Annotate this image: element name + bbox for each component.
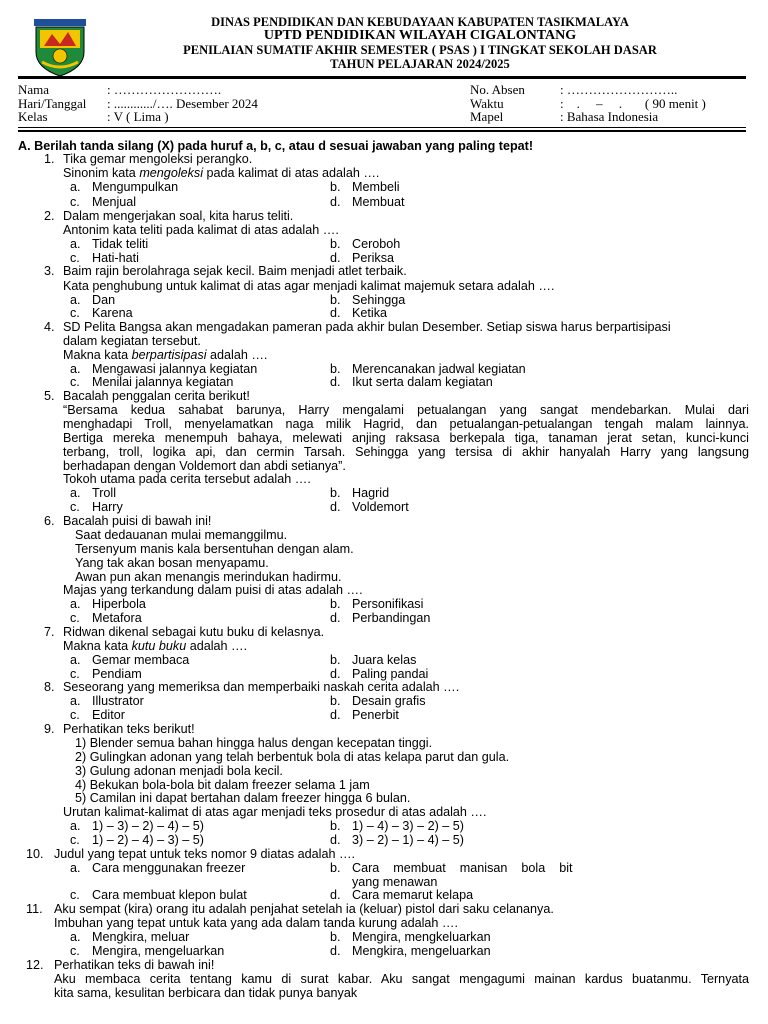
q3-option-a[interactable]: Dan (92, 293, 116, 307)
option-letter: b. (330, 819, 341, 833)
option-letter: b. (330, 597, 341, 611)
option-letter: b. (330, 293, 341, 307)
q9-option-b[interactable]: 1) – 4) – 3) – 2) – 5) (352, 819, 464, 833)
option-letter: a. (70, 597, 81, 611)
q5-option-c[interactable]: Harry (92, 500, 123, 514)
option-letter: a. (70, 819, 81, 833)
q4-option-b[interactable]: Merencanakan jadwal kegiatan (352, 362, 526, 376)
q9-text: Perhatikan teks berikut! (63, 722, 195, 736)
q8-option-a[interactable]: Illustrator (92, 694, 144, 708)
q8-option-b[interactable]: Desain grafis (352, 694, 426, 708)
q3-option-b[interactable]: Sehingga (352, 293, 406, 307)
option-letter: b. (330, 237, 341, 251)
q10-option-d[interactable]: Cara memarut kelapa (352, 888, 474, 902)
q1-number: 1. (44, 152, 55, 166)
q6-poem-line1: Saat dedauanan mulai memanggilmu. (75, 528, 288, 542)
option-letter: d. (330, 195, 341, 209)
q3-question: Kata penghubung untuk kalimat di atas agar menjadi kalimat majemuk setara adalah …. (63, 279, 555, 293)
option-letter: b. (330, 362, 341, 376)
q9-step-4: 4) Bekukan bola-bola bit dalam freezer selama 1 jam (75, 778, 370, 792)
waktu-label: Waktu (470, 96, 504, 111)
q6-option-b[interactable]: Personifikasi (352, 597, 424, 611)
option-letter: b. (330, 861, 341, 875)
hari-field[interactable]: : ............/…. Desember 2024 (107, 96, 258, 111)
option-letter: a. (70, 293, 81, 307)
q11-option-a[interactable]: Mengkira, meluar (92, 930, 190, 944)
q11-number: 11. (26, 902, 43, 916)
header-uptd: UPTD PENDIDIKAN WILAYAH CIGALONTANG (263, 28, 577, 43)
q6-text: Bacalah puisi di bawah ini! (63, 514, 212, 528)
q6-option-d[interactable]: Perbandingan (352, 611, 431, 625)
q1-question: Sinonim kata mengoleksi pada kalimat di atas adalah …. (63, 166, 380, 180)
q5-number: 5. (44, 389, 55, 403)
waktu-field[interactable]: : . – . ( 90 menit ) (560, 96, 706, 111)
nama-label: Nama (18, 82, 50, 97)
q5-passage-line5: berhadapan dengan Voldemort dan abdi setianya”. (63, 459, 346, 473)
kelas-value: : V ( Lima ) (107, 109, 169, 124)
tasikmalaya-regency-emblem-icon (32, 18, 88, 78)
q9-step-2: 2) Gulingkan adonan yang telah berbentuk bola di atas kelapa parut dan gula. (75, 750, 510, 764)
q12-number: 12. (26, 958, 44, 972)
option-letter: d. (330, 611, 341, 625)
q6-option-a[interactable]: Hiperbola (92, 597, 146, 611)
q2-text: Dalam mengerjakan soal, kita harus teliti. (63, 209, 294, 223)
option-letter: c. (70, 944, 80, 958)
q4-option-c[interactable]: Menilai jalannya kegiatan (92, 375, 234, 389)
option-letter: c. (70, 306, 80, 320)
option-letter: c. (70, 611, 80, 625)
q5-passage-line1: “Bersama kedua sahabat barunya, Harry mengalami petualangan yang sangat mendebarkan. Mulai dari (63, 403, 749, 417)
q3-text: Baim rajin berolahraga sejak kecil. Baim menjadi atlet terbaik. (63, 264, 407, 278)
q7-text: Ridwan dikenal sebagai kutu buku di kelasnya. (63, 625, 325, 639)
mapel-value: : Bahasa Indonesia (560, 109, 659, 124)
q12-passage-line2: kita sama, kesulitan berbicara dan tidak punya banyak (54, 986, 358, 1000)
absen-label: No. Absen (470, 82, 525, 97)
option-letter: d. (330, 708, 341, 722)
q2-question: Antonim kata teliti pada kalimat di atas adalah …. (63, 223, 339, 237)
q7-option-b[interactable]: Juara kelas (352, 653, 417, 667)
q5-option-b[interactable]: Hagrid (352, 486, 390, 500)
option-letter: d. (330, 375, 341, 389)
option-letter: c. (70, 708, 80, 722)
q3-option-d[interactable]: Ketika (352, 306, 388, 320)
q9-number: 9. (44, 722, 55, 736)
option-letter: c. (70, 888, 80, 902)
option-letter: d. (330, 944, 341, 958)
q4-option-d[interactable]: Ikut serta dalam kegiatan (352, 375, 493, 389)
header-exam-title: PENILAIAN SUMATIF AKHIR SEMESTER ( PSAS ) I TINGKAT SEKOLAH DASAR (183, 43, 657, 57)
q2-option-b[interactable]: Ceroboh (352, 237, 401, 251)
q6-poem-line3: Yang tak akan bosan menyapamu. (75, 556, 269, 570)
q10-number: 10. (26, 847, 44, 861)
header-divider (18, 76, 746, 79)
q5-option-d[interactable]: Voldemort (352, 500, 409, 514)
option-letter: d. (330, 306, 341, 320)
q6-number: 6. (44, 514, 55, 528)
q1-text: Tika gemar mengoleksi perangko. (63, 152, 253, 166)
option-letter: a. (70, 237, 81, 251)
q7-question: Makna kata kutu buku adalah …. (63, 639, 248, 653)
option-letter: b. (330, 930, 341, 944)
option-letter: a. (70, 861, 81, 875)
option-letter: d. (330, 888, 341, 902)
q9-option-a[interactable]: 1) – 3) – 2) – 4) – 5) (92, 819, 204, 833)
absen-field[interactable]: : …………………….. (560, 82, 678, 97)
q11-option-b[interactable]: Mengira, mengkeluarkan (352, 930, 491, 944)
option-letter: c. (70, 500, 80, 514)
q7-option-d[interactable]: Paling pandai (352, 667, 429, 681)
identity-divider-thick (18, 130, 746, 132)
option-letter: c. (70, 251, 80, 265)
q4-text-line1: SD Pelita Bangsa akan mengadakan pameran pada akhir bulan Desember. Setiap siswa harus berpartisipasi (63, 320, 671, 334)
q11-option-c[interactable]: Mengira, mengeluarkan (92, 944, 225, 958)
q4-text-line2: dalam kegiatan tersebut. (63, 334, 201, 348)
q5-option-a[interactable]: Troll (92, 486, 117, 500)
q7-option-c[interactable]: Pendiam (92, 667, 142, 681)
identity-divider-thin (18, 127, 746, 128)
q4-question: Makna kata berpartisipasi adalah …. (63, 348, 268, 362)
q9-step-1: 1) Blender semua bahan hingga halus dengan kecepatan tinggi. (75, 736, 433, 750)
hari-label: Hari/Tanggal (18, 96, 87, 111)
q7-number: 7. (44, 625, 55, 639)
q2-option-d[interactable]: Periksa (352, 251, 394, 265)
q5-passage-line3: Bertiga mereka menempuh bahaya, melewati anjing raksasa berkepala tiga, tanaman jerat setan, kunci-kunci (63, 431, 749, 445)
q8-text: Seseorang yang memeriksa dan memperbaiki naskah cerita adalah …. (63, 680, 460, 694)
q1-option-b[interactable]: Membeli (352, 180, 400, 194)
option-letter: b. (330, 486, 341, 500)
option-letter: c. (70, 195, 80, 209)
q2-number: 2. (44, 209, 55, 223)
nama-field[interactable]: : ……………………. (107, 82, 222, 97)
q9-option-c[interactable]: 1) – 2) – 4) – 3) – 5) (92, 833, 204, 847)
q5-text: Bacalah penggalan cerita berikut! (63, 389, 250, 403)
q12-passage-line1: Aku membaca cerita tentang kamu di surat kabar. Aku sangat mengagumi mainan kardus buatanmu. Ternyata (54, 972, 749, 986)
q5-question: Tokoh utama pada cerita tersebut adalah …. (63, 472, 311, 486)
q9-step-3: 3) Gulung adonan menjadi bola kecil. (75, 764, 283, 778)
option-letter: b. (330, 180, 341, 194)
option-letter: d. (330, 667, 341, 681)
option-letter: c. (70, 833, 80, 847)
q6-poem-line4: Awan pun akan menangis merindukan hadirmu. (75, 570, 342, 584)
kelas-label: Kelas (18, 109, 48, 124)
option-letter: a. (70, 486, 81, 500)
header-agency: DINAS PENDIDIKAN DAN KEBUDAYAAN KABUPATEN TASIKMALAYA (211, 15, 629, 29)
q10-option-a[interactable]: Cara menggunakan freezer (92, 861, 246, 875)
q2-option-c[interactable]: Hati-hati (92, 251, 139, 265)
q1-option-c[interactable]: Menjual (92, 195, 137, 209)
option-letter: d. (330, 500, 341, 514)
option-letter: a. (70, 694, 81, 708)
option-letter: d. (330, 833, 341, 847)
q7-option-a[interactable]: Gemar membaca (92, 653, 190, 667)
section-a-instruction: A. Berilah tanda silang (X) pada huruf a, b, c, atau d sesuai jawaban yang paling tepat! (18, 139, 534, 153)
q11-option-d[interactable]: Mengkira, mengeluarkan (352, 944, 491, 958)
q5-passage-line2: menghadapi Troll, menyelamatkan naga milik Hagrid, dan petualangan-petualangan tengah malam lainnya. (63, 417, 749, 431)
option-letter: b. (330, 653, 341, 667)
q6-poem-line2: Tersenyum manis kala bersentuhan dengan alam. (75, 542, 354, 556)
q6-question: Majas yang terkandung dalam puisi di atas adalah …. (63, 583, 363, 597)
q10-option-c[interactable]: Cara membuat klepon bulat (92, 888, 247, 902)
q3-number: 3. (44, 264, 55, 278)
header-year: TAHUN PELAJARAN 2024/2025 (330, 57, 510, 71)
q8-option-d[interactable]: Penerbit (352, 708, 399, 722)
q10-option-b-line2[interactable]: yang menawan (352, 875, 438, 889)
q9-question: Urutan kalimat-kalimat di atas agar menjadi teks prosedur di atas adalah …. (63, 805, 487, 819)
q3-option-c[interactable]: Karena (92, 306, 133, 320)
option-letter: b. (330, 694, 341, 708)
q10-text: Judul yang tepat untuk teks nomor 9 diatas adalah …. (54, 847, 356, 861)
q11-text: Aku sempat (kira) orang itu adalah penjahat setelah ia (keluar) pistol dari saku celananya. (54, 902, 554, 916)
q6-option-c[interactable]: Metafora (92, 611, 142, 625)
option-letter: a. (70, 180, 81, 194)
q1-option-a[interactable]: Mengumpulkan (92, 180, 179, 194)
q11-question: Imbuhan yang tepat untuk kata yang ada dalam tanda kurung adalah …. (54, 916, 458, 930)
q5-passage-line4: terbang, troll, logika api, dan cermin Tarsah. Sehingga yang tersisa di akhir hanyalah Harry yang langsung (63, 445, 749, 459)
q9-step-5: 5) Camilan ini dapat bertahan dalam freezer hingga 6 bulan. (75, 791, 411, 805)
q2-option-a[interactable]: Tidak teliti (92, 237, 149, 251)
q1-option-d[interactable]: Membuat (352, 195, 405, 209)
q10-option-b-line1[interactable]: Cara membuat manisan bola bit (352, 861, 573, 875)
q4-number: 4. (44, 320, 55, 334)
option-letter: a. (70, 653, 81, 667)
option-letter: a. (70, 362, 81, 376)
mapel-label: Mapel (470, 109, 504, 124)
option-letter: d. (330, 251, 341, 265)
q12-text: Perhatikan teks di bawah ini! (54, 958, 215, 972)
q9-option-d[interactable]: 3) – 2) – 1) – 4) – 5) (352, 833, 464, 847)
option-letter: c. (70, 667, 80, 681)
q8-option-c[interactable]: Editor (92, 708, 125, 722)
option-letter: a. (70, 930, 81, 944)
q4-option-a[interactable]: Mengawasi jalannya kegiatan (92, 362, 258, 376)
option-letter: c. (70, 375, 80, 389)
q8-number: 8. (44, 680, 55, 694)
